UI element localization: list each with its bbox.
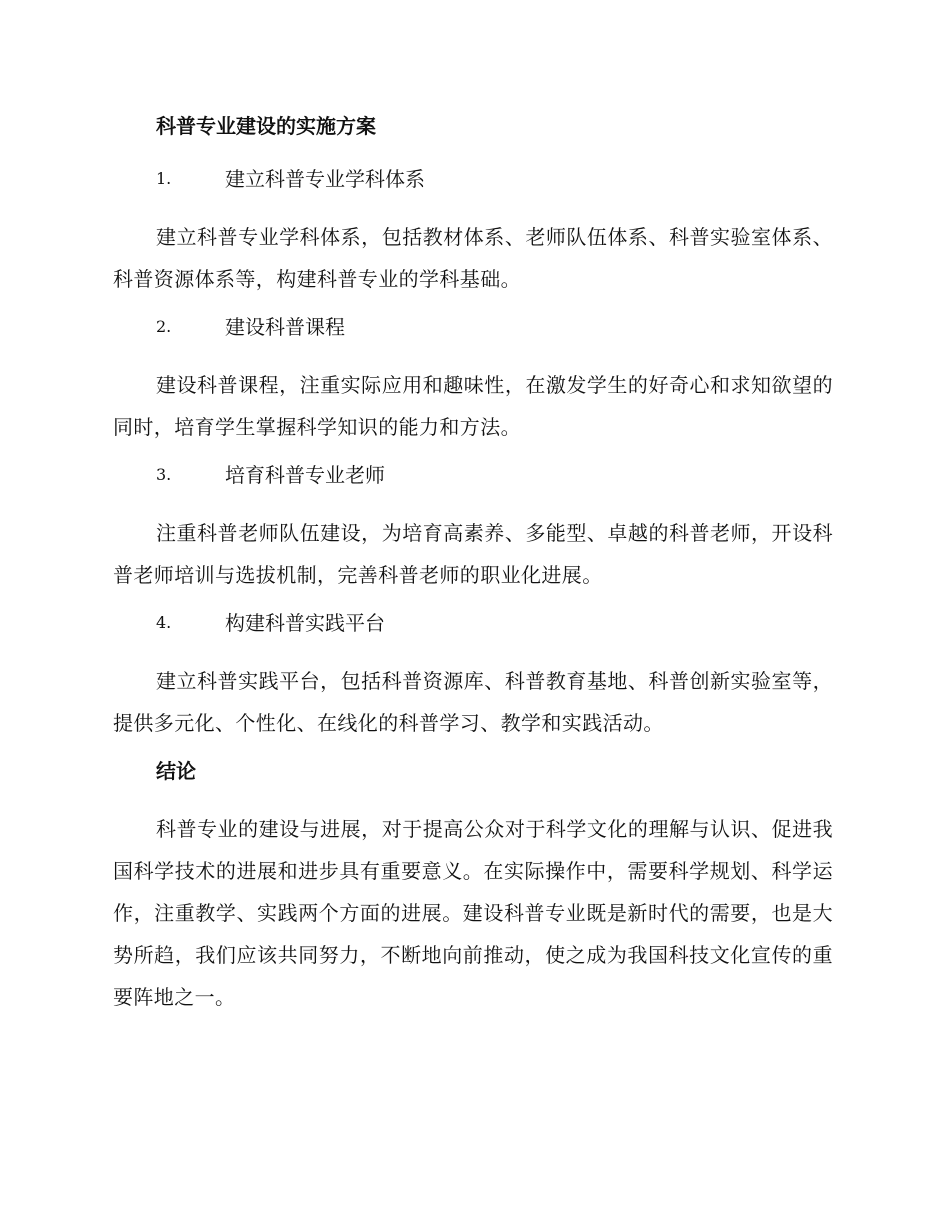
document-content — [113, 110, 833, 1029]
item-4-number: 4. — [156, 613, 172, 632]
item-2-paragraph: 建设科普课程，注重实际应用和趣味性，在激发学生的好奇心和求知欲望的同时，培育学生掌握科学知识的能力和方法。 — [113, 373, 833, 439]
item-2-number: 2. — [156, 317, 172, 336]
item-1-number: 1. — [156, 169, 172, 188]
item-2-title: 建设科普课程 — [225, 315, 345, 339]
item-1-title: 建立科普专业学科体系 — [225, 167, 425, 191]
item-3-title: 培育科普专业老师 — [225, 463, 385, 487]
item-3-number: 3. — [156, 465, 172, 484]
conclusion-title: 结论 — [156, 759, 196, 783]
item-1-heading — [113, 163, 833, 195]
item-4-title: 构建科普实践平台 — [225, 611, 385, 635]
conclusion-paragraph: 科普专业的建设与进展，对于提高公众对于科学文化的理解与认识、促进我国科学技术的进展和进步具有重要意义。在实际操作中，需要科学规划、科学运作，注重教学、实践两个方面的进展。建设科普专业既是新时代的需要，也是大势所趋，我们应该共同努力，不断地向前推动，使之成为我国科技文化宣传的重要阵地之一。 — [113, 817, 833, 1009]
item-4-paragraph: 建立科普实践平台，包括科普资源库、科普教育基地、科普创新实验室等，提供多元化、个性化、在线化的科普学习、教学和实践活动。 — [113, 669, 833, 735]
item-3-heading — [113, 459, 833, 491]
section-title: 科普专业建设的实施方案 — [156, 114, 376, 138]
item-1-paragraph: 建立科普专业学科体系，包括教材体系、老师队伍体系、科普实验室体系、科普资源体系等，构建科普专业的学科基础。 — [113, 225, 833, 291]
item-2-heading — [113, 311, 833, 343]
item-3-paragraph: 注重科普老师队伍建设，为培育高素养、多能型、卓越的科普老师，开设科普老师培训与选拔机制，完善科普老师的职业化进展。 — [113, 521, 833, 587]
item-4-heading — [113, 607, 833, 639]
